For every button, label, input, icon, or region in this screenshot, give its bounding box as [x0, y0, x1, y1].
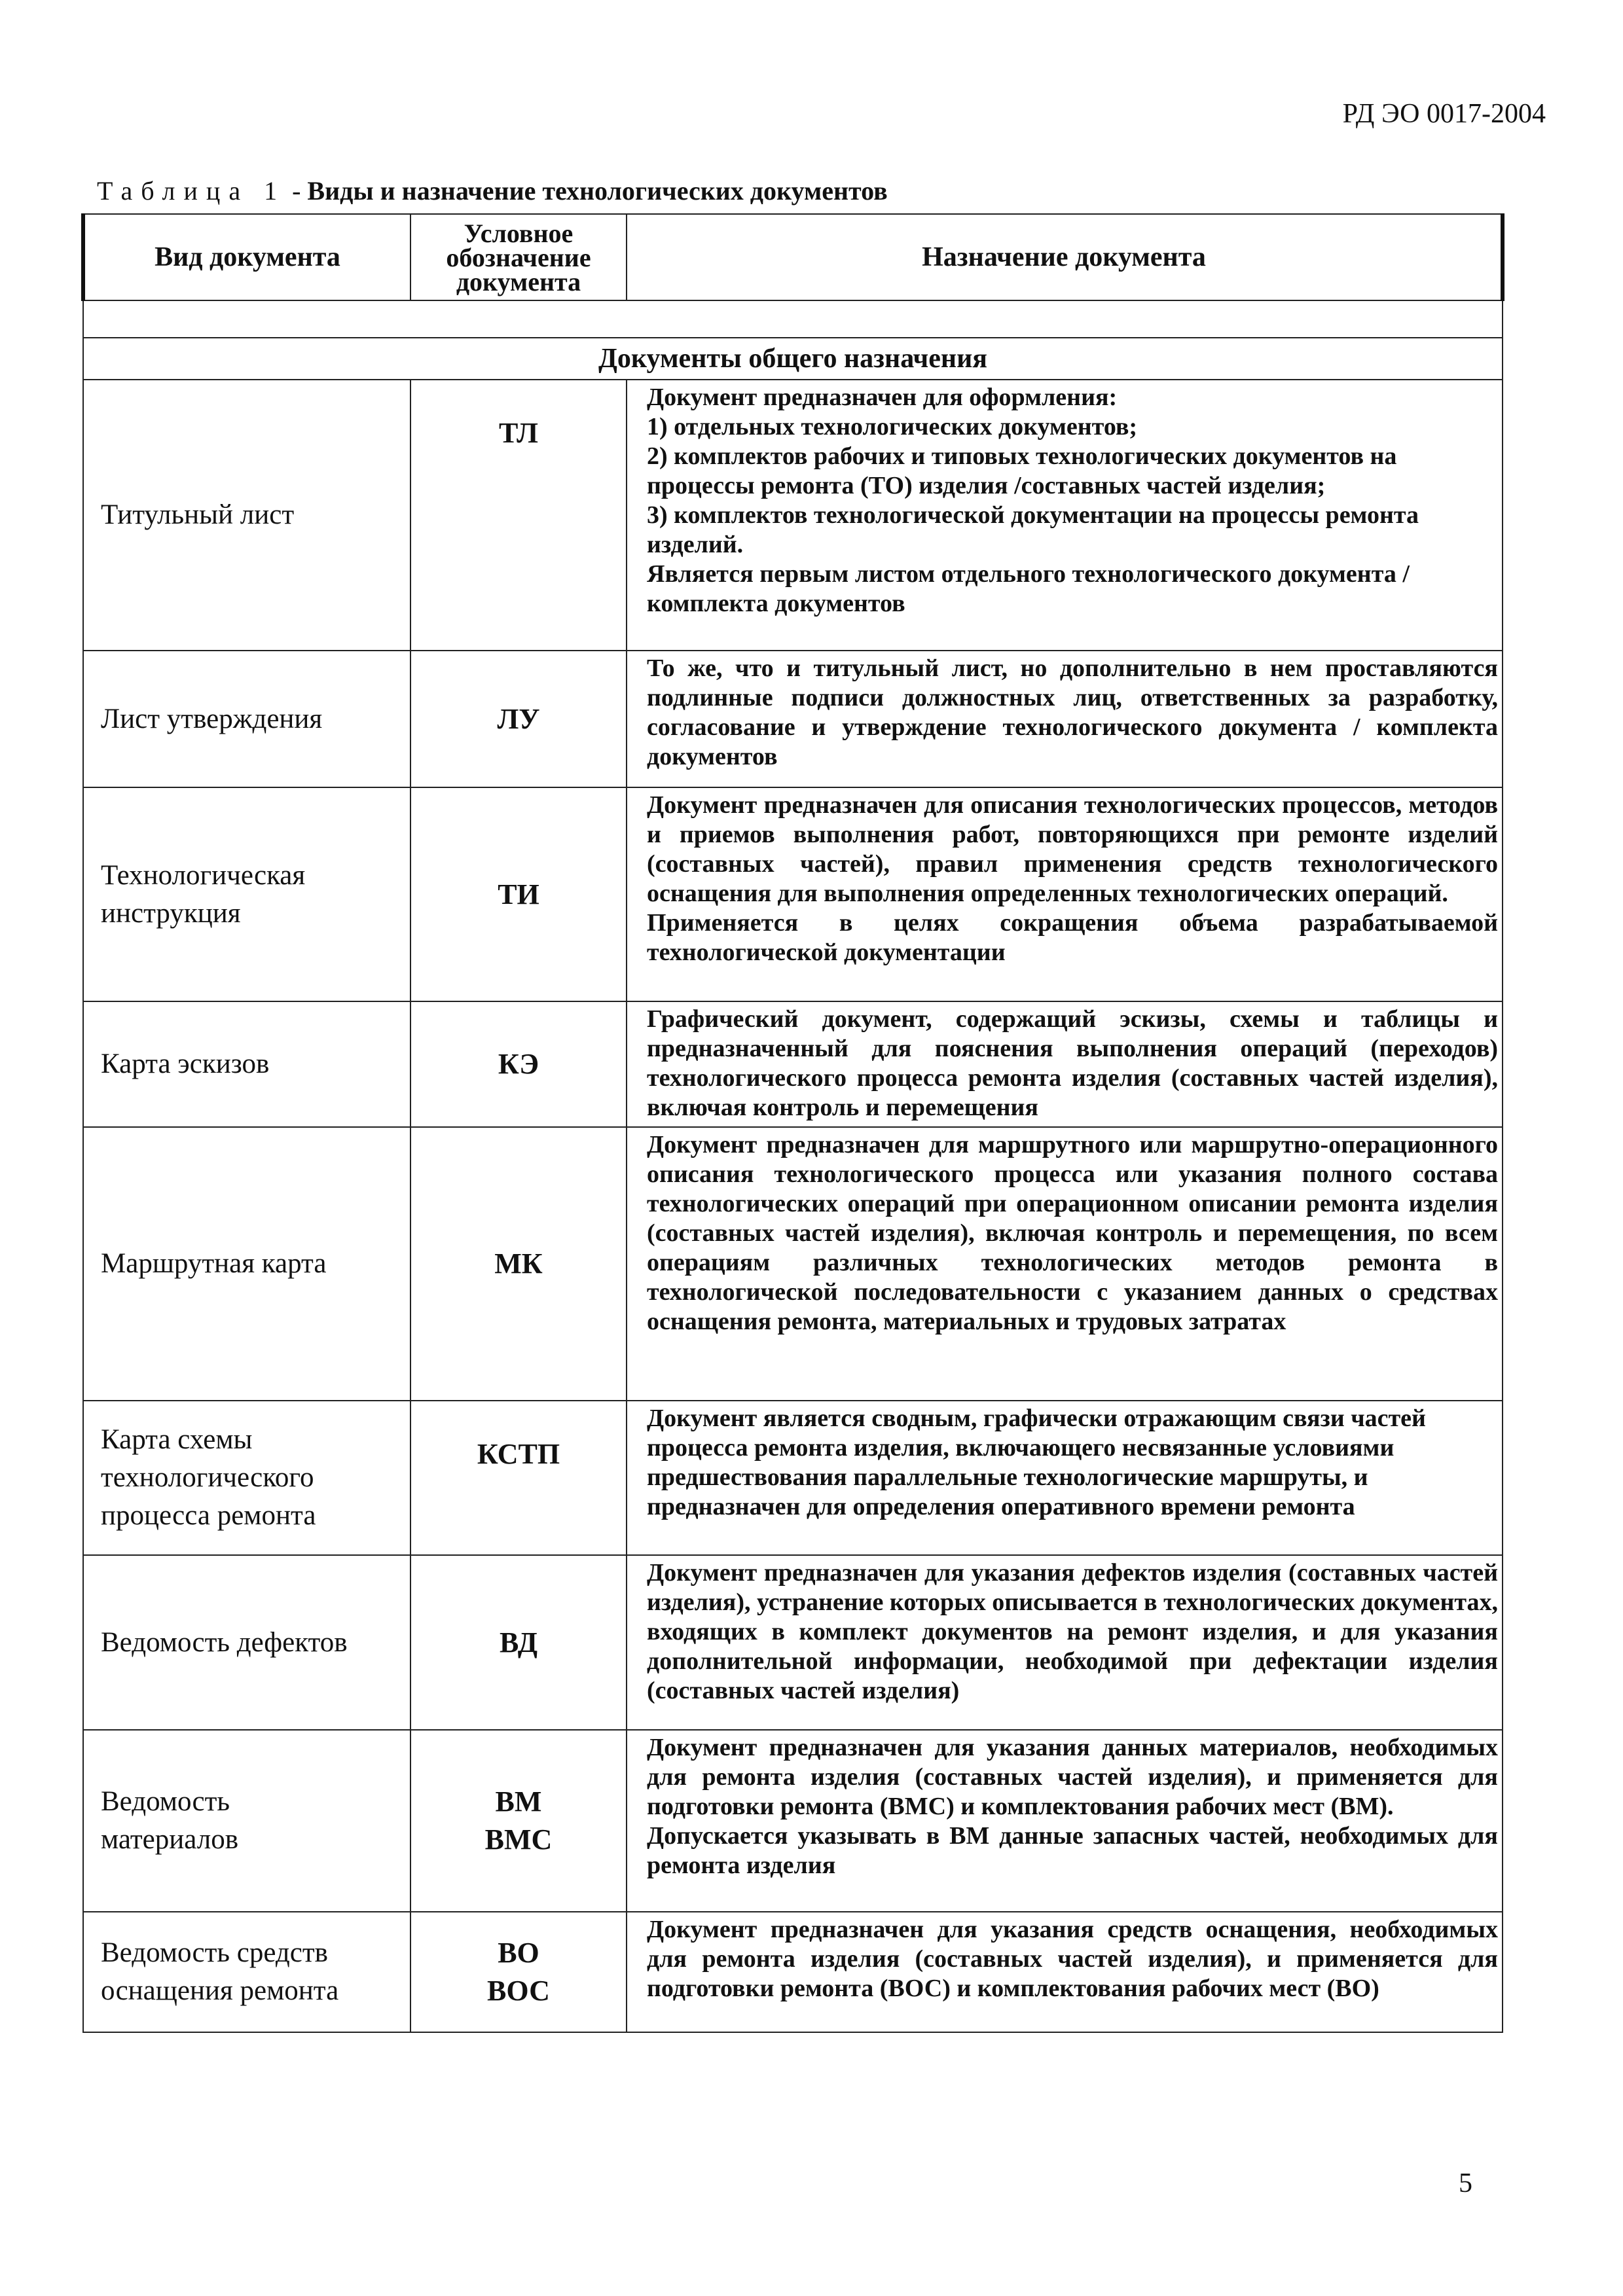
- document-code-cell: [410, 380, 627, 651]
- header-code-line: обозначение: [446, 242, 591, 272]
- header-document-code: [410, 214, 627, 300]
- document-code-line: КСТП: [477, 1438, 560, 1470]
- purpose-paragraph: 2) комплектов рабочих и типовых технологических документов на процессы ремонта (ТО) изделия /составных частей изделия;: [647, 442, 1397, 499]
- document-type-cell: [83, 1912, 410, 2032]
- document-types-table: [81, 213, 1504, 2033]
- document-type-line: Титульный лист: [101, 499, 295, 530]
- document-code-cell: [410, 787, 627, 1001]
- document-code-cell: [410, 1912, 627, 2032]
- document-code-cell: [410, 1401, 627, 1555]
- document-type-cell: [83, 651, 410, 787]
- empty-row: [83, 300, 1503, 338]
- document-type-cell: [83, 1001, 410, 1127]
- purpose-paragraph: Документ предназначен для маршрутного или маршрутно-операционного описания технологического процесса или указания полного состава технологических операций при операционном описании ремонта изделия (составных частей изделия), включая контроль и перемещения, по всем операциям различных технологических методов ремонта в технологической последовательности с указанием данных о средствах оснащения ремонта, материальных и трудовых затратах: [647, 1131, 1498, 1335]
- document-code-cell: [410, 1555, 627, 1730]
- document-type-line: материалов: [101, 1824, 239, 1855]
- page-number: 5: [1459, 2168, 1472, 2198]
- document-type-cell: [83, 1730, 410, 1912]
- purpose-paragraph: Является первым листом отдельного технологического документа / комплекта документов: [647, 560, 1410, 617]
- document-type-line: Ведомость средств: [101, 1937, 328, 1968]
- document-type-cell: [83, 1401, 410, 1555]
- header-document-purpose: Назначение документа: [627, 214, 1503, 300]
- table-caption: [97, 175, 888, 206]
- document-code-line: ВМС: [484, 1823, 553, 1856]
- purpose-paragraph: Допускается указывать в ВМ данные запасных частей, необходимых для ремонта изделия: [647, 1822, 1498, 1879]
- table-row: [83, 1127, 1503, 1401]
- header-code-line: документа: [456, 266, 581, 296]
- table-row: [83, 1730, 1503, 1912]
- document-type-line: инструкция: [101, 897, 241, 929]
- purpose-paragraph: Документ является сводным, графически отражающим связи частей процесса ремонта изделия, включающего несвязанные условиями предшествования параллельные технологические маршруты, и предназначен для определения оперативного времени ремонта: [647, 1405, 1426, 1520]
- document-code-line: ТИ: [498, 878, 539, 910]
- table-row: [83, 380, 1503, 651]
- document-code-cell: [410, 1127, 627, 1401]
- document-purpose-cell: [627, 1127, 1503, 1401]
- document-purpose-cell: [627, 651, 1503, 787]
- document-code-cell: [410, 1001, 627, 1127]
- document-code-cell: [410, 651, 627, 787]
- purpose-paragraph: 1) отдельных технологических документов;: [647, 413, 1138, 440]
- table-row: [83, 787, 1503, 1001]
- purpose-paragraph: Документ предназначен для оформления:: [647, 384, 1118, 411]
- table-caption-separator: -: [285, 176, 308, 206]
- document-type-cell: [83, 1127, 410, 1401]
- empty-cell: [83, 300, 1503, 338]
- purpose-paragraph: Документ предназначен для указания средств оснащения, необходимых для ремонта изделия (составных частей изделия), и применяется для подготовки ремонта (ВОС) и комплектования рабочих мест (ВО): [647, 1916, 1498, 2002]
- header-code-line: Условное: [464, 218, 574, 248]
- table-row: [83, 1912, 1503, 2032]
- table-row: [83, 1401, 1503, 1555]
- document-type-line: Карта эскизов: [101, 1049, 270, 1079]
- document-purpose-cell: [627, 1912, 1503, 2032]
- document-code-line: ВОС: [487, 1975, 550, 2007]
- document-code-line: ВД: [500, 1626, 538, 1659]
- table-caption-prefix: Таблица 1: [97, 176, 286, 206]
- document-type-cell: [83, 1555, 410, 1730]
- document-type-line: Маршрутная карта: [101, 1248, 327, 1279]
- document-code-line: КЭ: [498, 1048, 539, 1080]
- header-document-type: Вид документа: [83, 214, 410, 300]
- document-type-cell: [83, 380, 410, 651]
- purpose-paragraph: Документ предназначен для указания дефектов изделия (составных частей изделия), устранение которых описывается в технологических документах, входящих в комплект документов на ремонт изделия, и для указания дополнительной информации, необходимой при дефектации изделия (составных частей изделия): [647, 1559, 1498, 1704]
- document-code-line: ВО: [498, 1937, 539, 1969]
- document-type-cell: [83, 787, 410, 1001]
- document-type-line: Лист утверждения: [101, 703, 323, 734]
- document-purpose-cell: [627, 1001, 1503, 1127]
- document-type-line: процесса ремонта: [101, 1500, 316, 1531]
- document-code-line: ЛУ: [497, 702, 540, 735]
- document-type-line: Карта схемы: [101, 1424, 253, 1455]
- table-caption-title: Виды и назначение технологических документов: [307, 176, 888, 206]
- document-code-line: ВМ: [495, 1785, 542, 1818]
- document-purpose-cell: [627, 1555, 1503, 1730]
- section-title: Документы общего назначения: [83, 338, 1503, 380]
- document-type-line: оснащения ремонта: [101, 1975, 339, 2006]
- document-code-line: ТЛ: [499, 417, 538, 449]
- section-row: [83, 338, 1503, 380]
- table-row: [83, 1555, 1503, 1730]
- document-type-line: Технологическая: [101, 859, 306, 891]
- purpose-paragraph: То же, что и титульный лист, но дополнительно в нем проставляются подлинные подписи должностных лиц, ответственных за разработку, согласование и утверждение технологического документа / комплекта документов: [647, 655, 1498, 770]
- table-header-row: [83, 214, 1503, 300]
- table-row: [83, 651, 1503, 787]
- purpose-paragraph: Документ предназначен для указания данных материалов, необходимых для ремонта изделия (составных частей изделия), и применяется для подготовки ремонта (ВМС) и комплектования рабочих мест (ВМ).: [647, 1734, 1498, 1820]
- table-row: [83, 1001, 1503, 1127]
- purpose-paragraph: 3) комплектов технологической документации на процессы ремонта изделий.: [647, 501, 1419, 558]
- document-code-line: МК: [494, 1247, 543, 1280]
- document-type-line: Ведомость: [101, 1786, 230, 1817]
- document-type-line: технологического: [101, 1462, 314, 1493]
- purpose-paragraph: Документ предназначен для описания технологических процессов, методов и приемов выполнения работ, повторяющихся при ремонте изделий (составных частей), правил применения средств технологического оснащения для выполнения определенных технологических операций.: [647, 791, 1498, 907]
- document-code: РД ЭО 0017-2004: [1342, 99, 1546, 129]
- document-purpose-cell: [627, 1401, 1503, 1555]
- document-code-cell: [410, 1730, 627, 1912]
- document-type-line: Ведомость дефектов: [101, 1626, 348, 1658]
- purpose-paragraph: Графический документ, содержащий эскизы, схемы и таблицы и предназначенный для пояснения выполнения операций (переходов) технологического процесса ремонта изделия (составных частей изделия), включая контроль и перемещения: [647, 1005, 1498, 1121]
- document-purpose-cell: [627, 380, 1503, 651]
- purpose-paragraph: Применяется в целях сокращения объема разрабатываемой технологической документации: [647, 909, 1498, 966]
- document-purpose-cell: [627, 787, 1503, 1001]
- document-purpose-cell: [627, 1730, 1503, 1912]
